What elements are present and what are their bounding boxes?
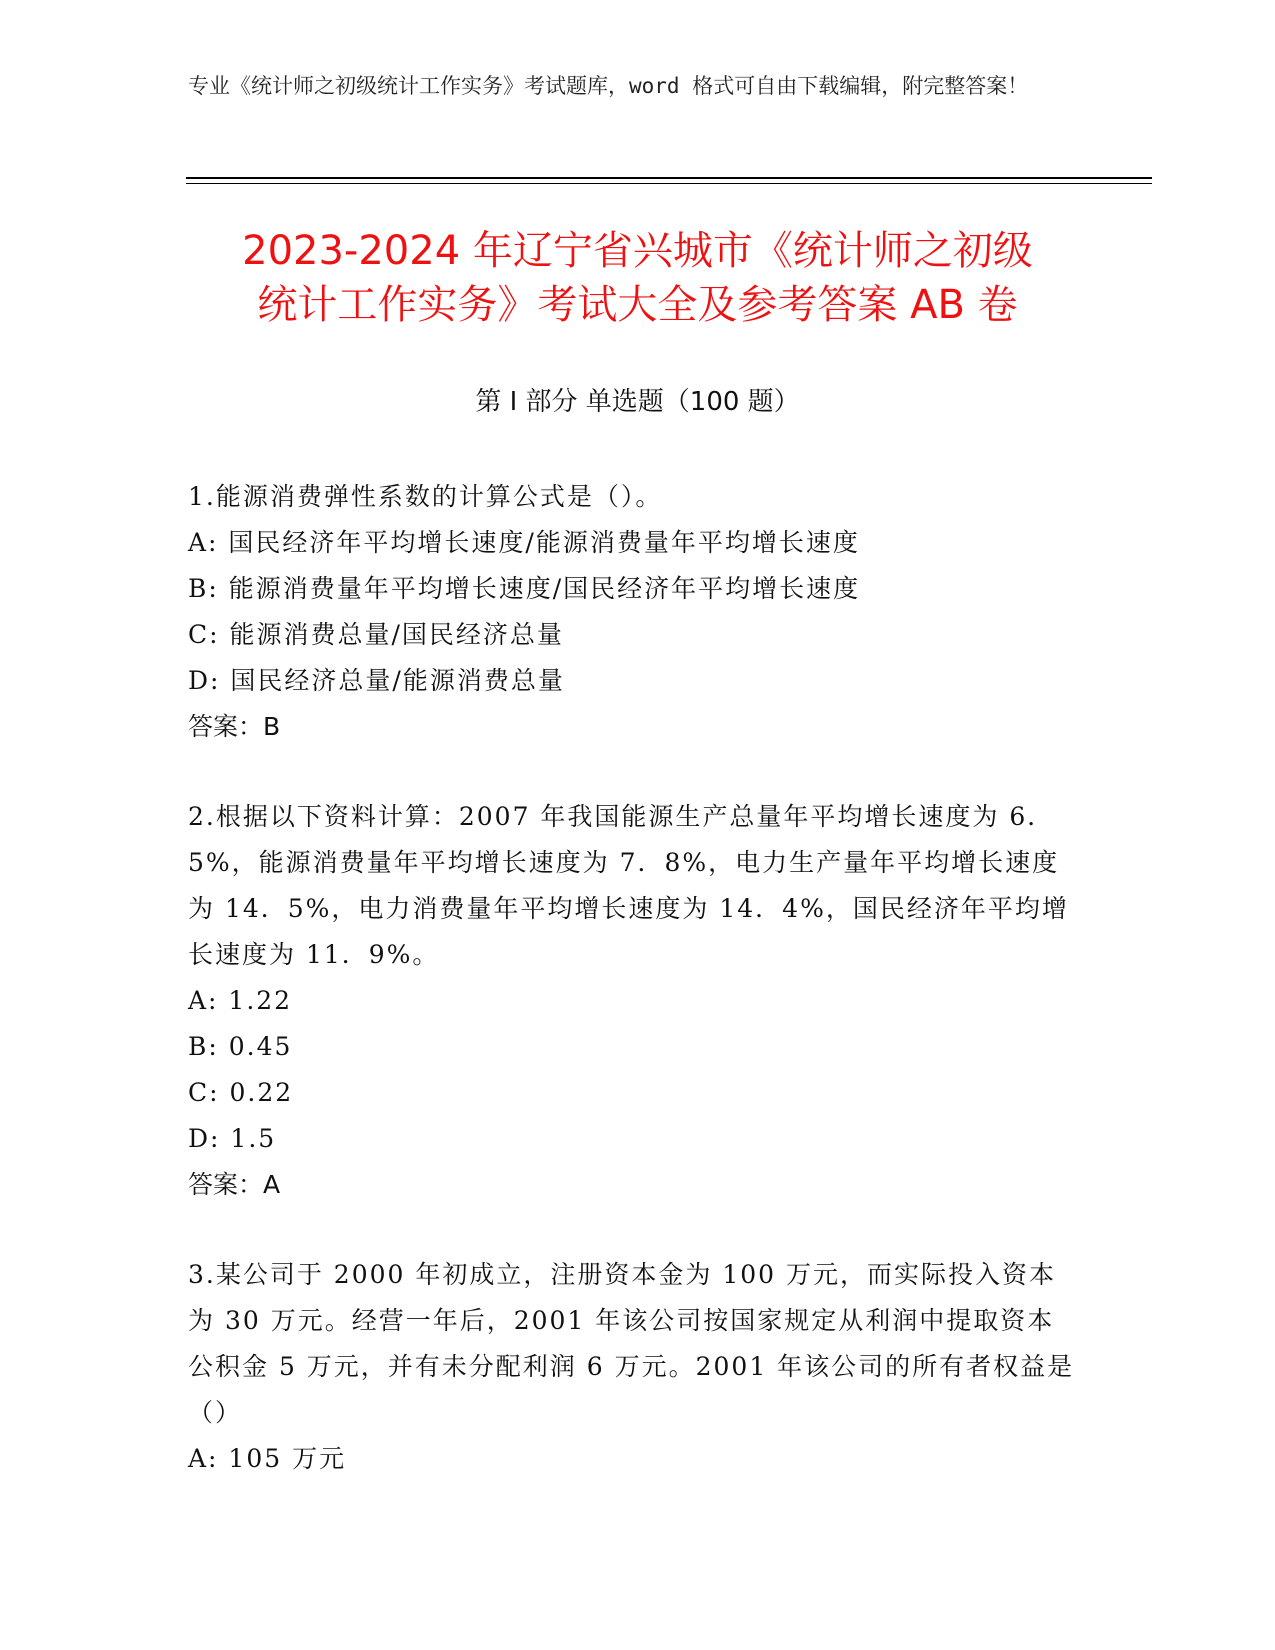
document-title (150, 224, 1125, 332)
header-note: 专业《统计师之初级统计工作实务》考试题库，word 格式可自由下载编辑，附完整答案！ (188, 74, 1029, 98)
question-stem: 2.根据以下资料计算：2007 年我国能源生产总量年平均增长速度为 6．5%，能源消费量年平均增长速度为 7．8%，电力生产量年平均增长速度为 14．5%，电力消费量年平均增长速度为 14．4%，国民经济年平均增长速度为 11．9%。 (188, 802, 1069, 969)
option-a: A: 105 万元 (188, 1444, 347, 1473)
answer-line: 答案：B (188, 712, 281, 741)
document-title-line-2: 统计工作实务》考试大全及参考答案 AB 卷 (257, 282, 1018, 328)
question-stem: 3.某公司于 2000 年初成立，注册资本金为 100 万元，而实际投入资本为 30 万元。经营一年后，2001 年该公司按国家规定从利润中提取资本公积金 5 万元，并有未分配利润 6 万元。2001 年该公司的所有者权益是（） (188, 1260, 1075, 1427)
option-a: A: 1.22 (188, 986, 293, 1015)
option-c: C: 0.22 (188, 1078, 294, 1107)
header-divider-thick (186, 177, 1152, 179)
option-d: D: 国民经济总量/能源消费总量 (188, 666, 565, 695)
question-2 (188, 794, 1078, 1208)
header-divider-thin (186, 183, 1152, 184)
option-a: A: 国民经济年平均增长速度/能源消费量年平均增长速度 (188, 528, 860, 557)
option-b: B: 0.45 (188, 1032, 293, 1061)
answer-line: 答案：A (188, 1170, 281, 1199)
option-b: B: 能源消费量年平均增长速度/国民经济年平均增长速度 (188, 574, 861, 603)
question-1 (188, 474, 1078, 750)
option-c: C: 能源消费总量/国民经济总量 (188, 620, 564, 649)
question-list (188, 474, 1078, 1526)
option-d: D: 1.5 (188, 1124, 277, 1153)
question-stem: 1.能源消费弹性系数的计算公式是（）。 (188, 482, 663, 511)
section-heading: 第 I 部分 单选题（100 题） (475, 387, 800, 417)
document-title-line-1: 2023-2024 年辽宁省兴城市《统计师之初级 (242, 228, 1033, 274)
question-3 (188, 1252, 1078, 1482)
